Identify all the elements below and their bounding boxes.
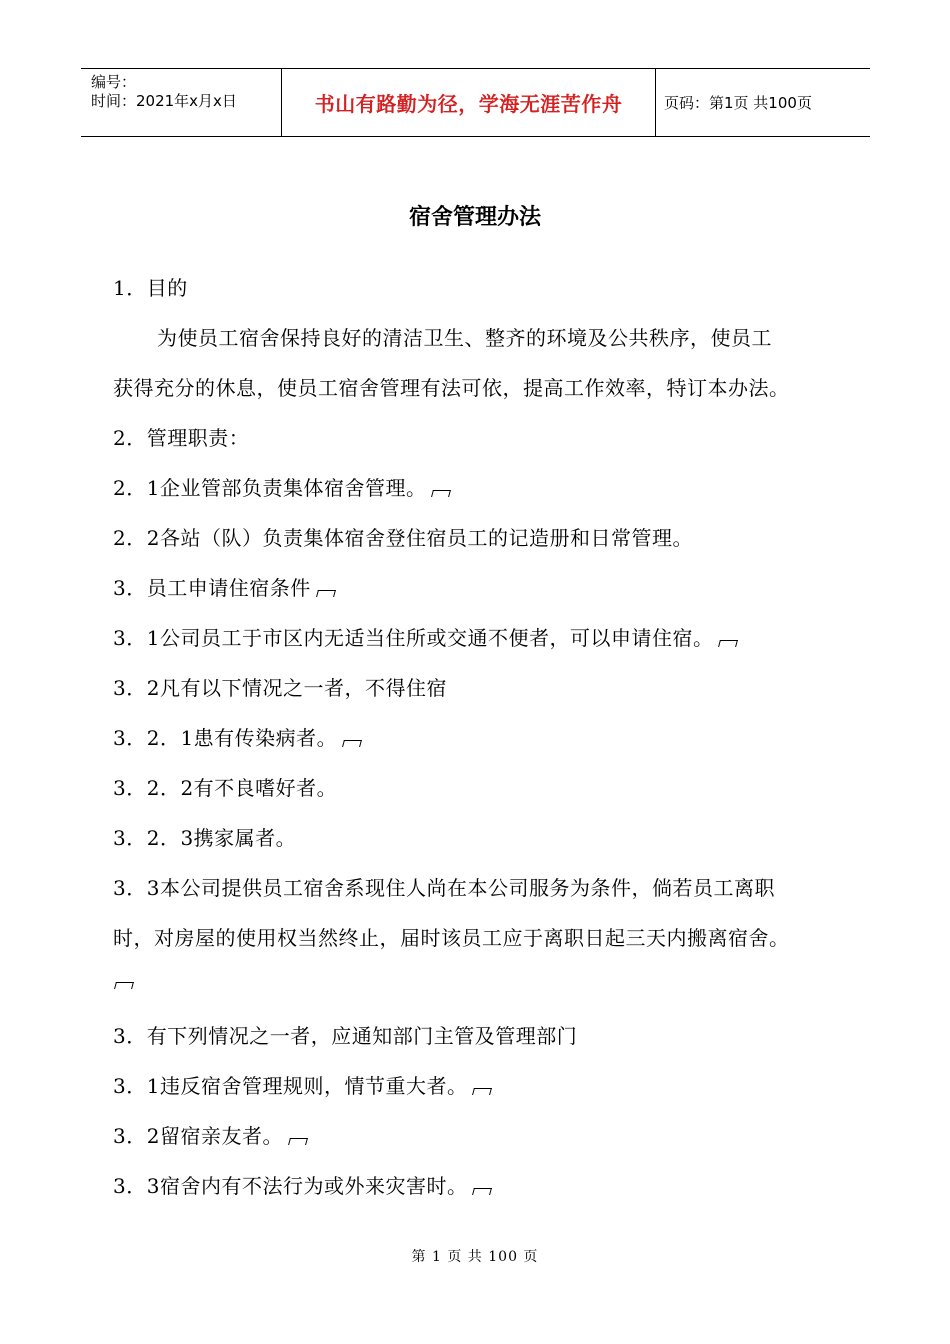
- time-label: 时间：2021年x月x日: [91, 92, 237, 110]
- paragraph-mark-icon: [316, 590, 336, 597]
- header-table: [81, 68, 870, 137]
- section-heading: 1．目的: [113, 276, 188, 300]
- paragraph-mark-icon: [342, 740, 362, 747]
- header-motto: 书山有路勤为径，学海无涯苦作舟: [314, 92, 623, 116]
- header-divider: [655, 69, 656, 136]
- clause-line: 3．3宿舍内有不法行为或外来灾害时。: [113, 1170, 491, 1199]
- paragraph-mark-icon: [432, 490, 452, 497]
- clause-line: 时，对房屋的使用权当然终止，届时该员工应于离职日起三天内搬离宿舍。: [113, 926, 790, 950]
- clause-line: 2．2各站（队）负责集体宿舍登住宿员工的记造册和日常管理。: [113, 526, 693, 550]
- header-page-label: 页码：第1页 共100页: [664, 94, 812, 112]
- page-footer: 第 1 页 共 100 页: [411, 1249, 539, 1265]
- paragraph-mark-icon: [473, 1188, 493, 1195]
- clause-line: 3．3本公司提供员工宿舍系现住人尚在本公司服务为条件，倘若员工离职: [113, 876, 775, 900]
- document-title: 宿舍管理办法: [408, 205, 541, 230]
- section-heading: 3．员工申请住宿条件: [113, 572, 335, 601]
- paragraph-mark-icon: [473, 1088, 493, 1095]
- clause-line: 2．1企业管部负责集体宿舍管理。: [113, 472, 450, 501]
- section-heading: 3．有下列情况之一者，应通知部门主管及管理部门: [113, 1024, 578, 1048]
- paragraph-mark-icon: [288, 1138, 308, 1145]
- clause-line: 3．1公司员工于市区内无适当住所或交通不便者，可以申请住宿。: [113, 622, 737, 651]
- header-left-cell: [91, 73, 237, 111]
- clause-line: 3．2留宿亲友者。: [113, 1120, 307, 1149]
- paragraph-mark-icon: [719, 640, 739, 647]
- clause-line: 3．2．2有不良嗜好者。: [113, 776, 338, 800]
- clause-line: 3．2凡有以下情况之一者，不得住宿: [113, 676, 447, 700]
- clause-line: 3．1违反宿舍管理规则，情节重大者。: [113, 1070, 491, 1099]
- paragraph-line: 获得充分的休息，使员工宿舍管理有法可依，提高工作效率，特订本办法。: [113, 376, 790, 400]
- paragraph-mark-icon: [114, 982, 134, 989]
- section-heading: 2．管理职责：: [113, 426, 250, 450]
- clause-line: 3．2．3携家属者。: [113, 826, 297, 850]
- number-label: 编号：: [91, 73, 137, 91]
- paragraph-line: 为使员工宿舍保持良好的清洁卫生、整齐的环境及公共秩序，使员工: [157, 326, 772, 350]
- clause-line: 3．2．1患有传染病者。: [113, 722, 361, 751]
